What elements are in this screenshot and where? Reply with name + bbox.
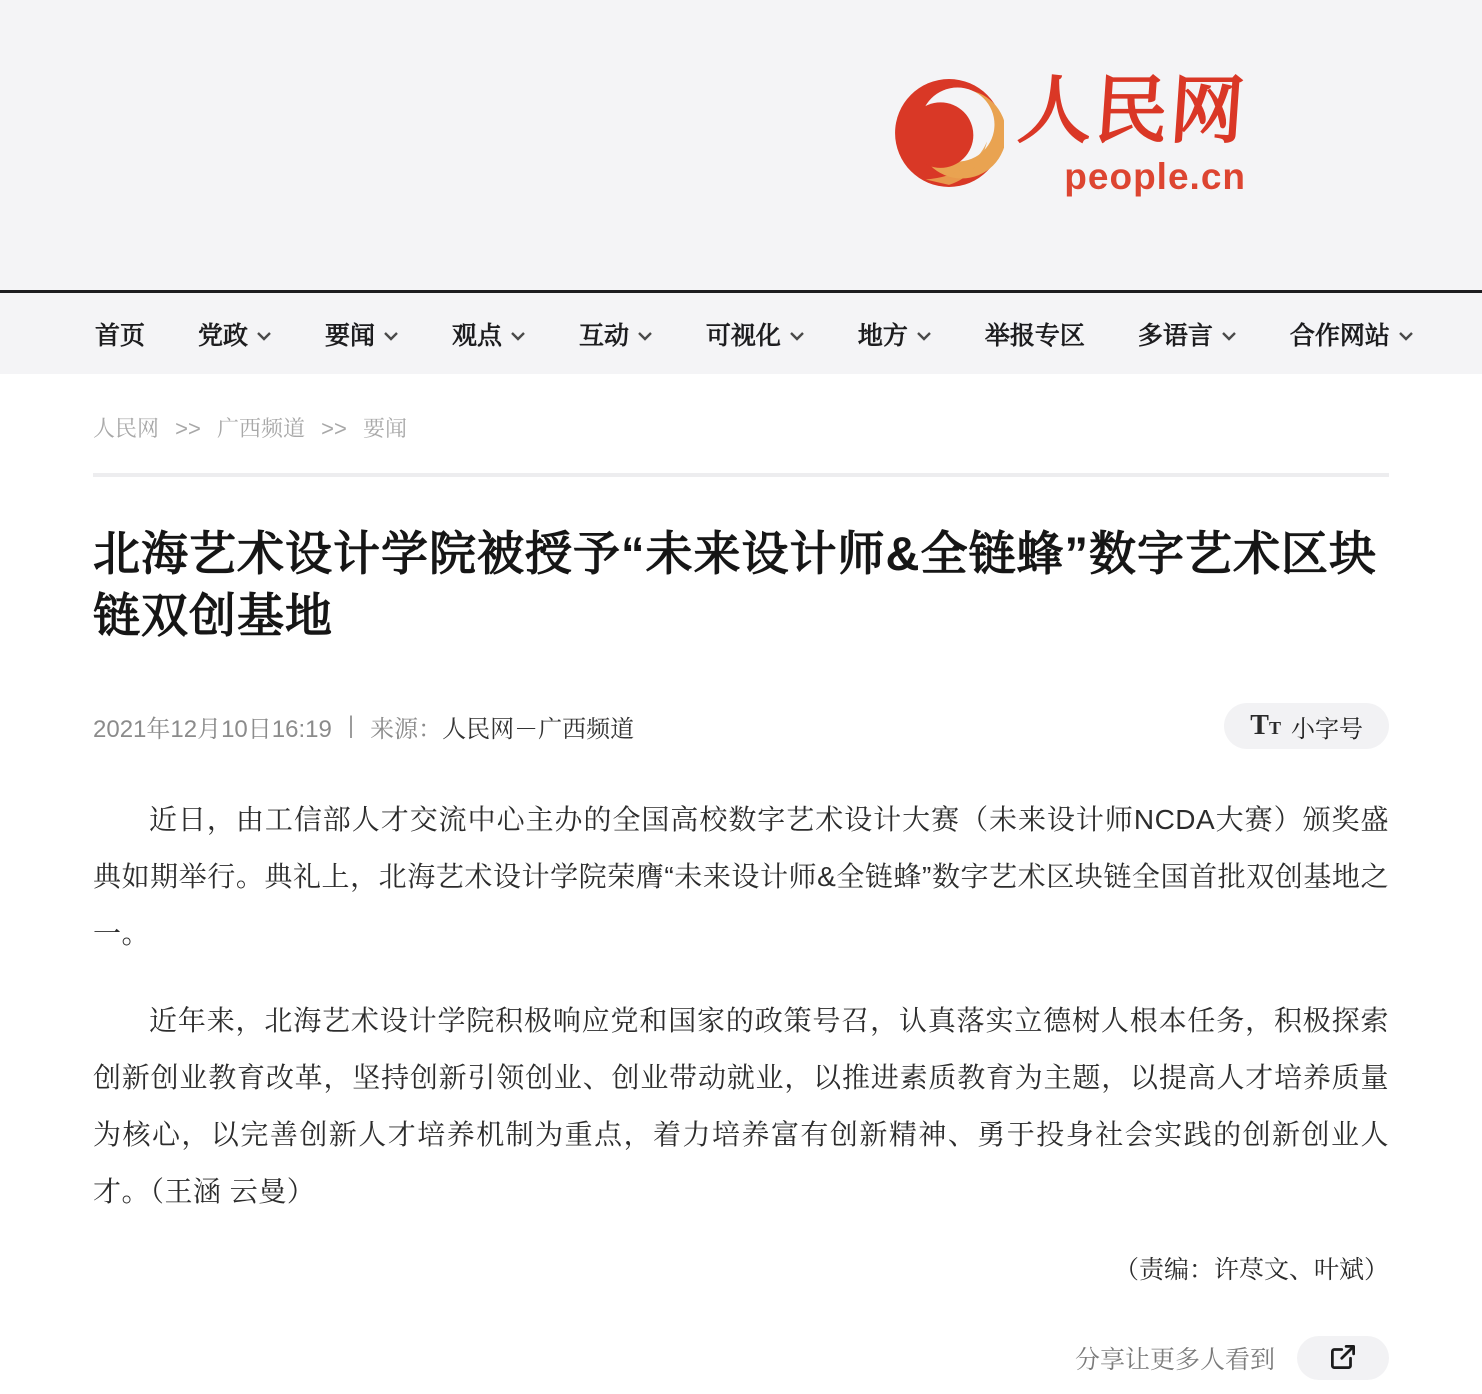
nav-item-label: 要闻 bbox=[324, 321, 375, 350]
nav-item-label: 地方 bbox=[857, 321, 908, 350]
nav-item-label: 多语言 bbox=[1137, 321, 1213, 350]
site-header bbox=[0, 0, 1482, 290]
share-prompt: 分享让更多人看到 bbox=[1074, 1346, 1275, 1374]
breadcrumb-link-top-news[interactable]: 要闻 bbox=[362, 416, 407, 441]
meta-divider: | bbox=[347, 712, 355, 739]
nav-item-label: 互动 bbox=[578, 321, 629, 350]
publish-datetime: 2021年12月10日16:19 bbox=[93, 715, 332, 743]
external-link-icon bbox=[1328, 1342, 1358, 1375]
nav-item-top-news[interactable] bbox=[325, 316, 399, 352]
chevron-down-icon bbox=[1398, 331, 1414, 341]
nav-item-party-politics[interactable] bbox=[198, 316, 272, 352]
breadcrumb-separator: >> bbox=[321, 416, 347, 441]
chevron-down-icon bbox=[1221, 331, 1237, 341]
article-page bbox=[0, 374, 1482, 1380]
logo-domain-text: people.cn bbox=[1064, 156, 1246, 197]
nav-item-interaction[interactable] bbox=[579, 316, 653, 352]
article-paragraph: 近日，由工信部人才交流中心主办的全国高校数字艺术设计大赛（未来设计师NCDA大赛）颁奖盛典如期举行。典礼上，北海艺术设计学院荣膺“未来设计师&全链蜂”数字艺术区块链全国首批双创基地之一。 bbox=[93, 804, 1389, 949]
article-body bbox=[93, 791, 1389, 1220]
nav-item-label: 首页 bbox=[95, 321, 146, 350]
breadcrumb bbox=[93, 374, 1389, 443]
nav-item-label: 合作网站 bbox=[1289, 321, 1390, 350]
breadcrumb-link-people[interactable]: 人民网 bbox=[93, 416, 160, 441]
chevron-down-icon bbox=[256, 331, 272, 341]
logo-chinese-wordmark: 人民网 bbox=[1015, 71, 1249, 153]
share-button[interactable] bbox=[1297, 1336, 1389, 1380]
share-section bbox=[93, 1336, 1389, 1380]
nav-item-label: 举报专区 bbox=[984, 321, 1085, 350]
text-size-icon: TT bbox=[1250, 710, 1281, 741]
font-size-button[interactable] bbox=[1224, 703, 1389, 749]
article-paragraph: 近年来，北海艺术设计学院积极响应党和国家的政策号召，认真落实立德树人根本任务，积极探索创新创业教育改革，坚持创新引领创业、创业带动就业，以推进素质教育为主题，以提高人才培养质量为核心，以完善创新人才培养机制为重点，着力培养富有创新精神、勇于投身社会实践的创新创业人才。（王涵 云曼） bbox=[93, 1005, 1389, 1207]
nav-item-label: 党政 bbox=[197, 321, 248, 350]
nav-item-label: 观点 bbox=[451, 321, 502, 350]
editor-credit: （责编：许荩文、叶斌） bbox=[1113, 1256, 1389, 1284]
chevron-down-icon bbox=[789, 331, 805, 341]
section-divider bbox=[93, 473, 1389, 477]
font-size-button-label: 小字号 bbox=[1291, 715, 1363, 743]
main-navigation bbox=[0, 290, 1482, 374]
nav-item-home[interactable] bbox=[95, 316, 145, 352]
nav-item-local[interactable] bbox=[858, 316, 932, 352]
breadcrumb-link-guangxi-channel[interactable]: 广西频道 bbox=[216, 416, 305, 441]
breadcrumb-separator: >> bbox=[175, 416, 201, 441]
nav-item-label: 可视化 bbox=[705, 321, 781, 350]
nav-item-opinions[interactable] bbox=[452, 316, 526, 352]
nav-item-partner-sites[interactable] bbox=[1290, 316, 1414, 352]
people-cn-logo[interactable] bbox=[894, 71, 1249, 198]
chevron-down-icon bbox=[637, 331, 653, 341]
article-title: 北海艺术设计学院被授予“未来设计师&全链蜂”数字艺术区块链双创基地 bbox=[93, 527, 1377, 642]
nav-item-multilingual[interactable] bbox=[1138, 316, 1237, 352]
source-label: 来源： bbox=[370, 715, 443, 743]
source-link[interactable]: 人民网－广西频道 bbox=[442, 715, 635, 743]
chevron-down-icon bbox=[383, 331, 399, 341]
chevron-down-icon bbox=[510, 331, 526, 341]
nav-item-visualization[interactable] bbox=[706, 316, 805, 352]
people-cn-logo-icon bbox=[894, 78, 1004, 188]
nav-item-report-zone[interactable] bbox=[985, 316, 1085, 352]
chevron-down-icon bbox=[916, 331, 932, 341]
article-meta bbox=[93, 703, 1389, 749]
